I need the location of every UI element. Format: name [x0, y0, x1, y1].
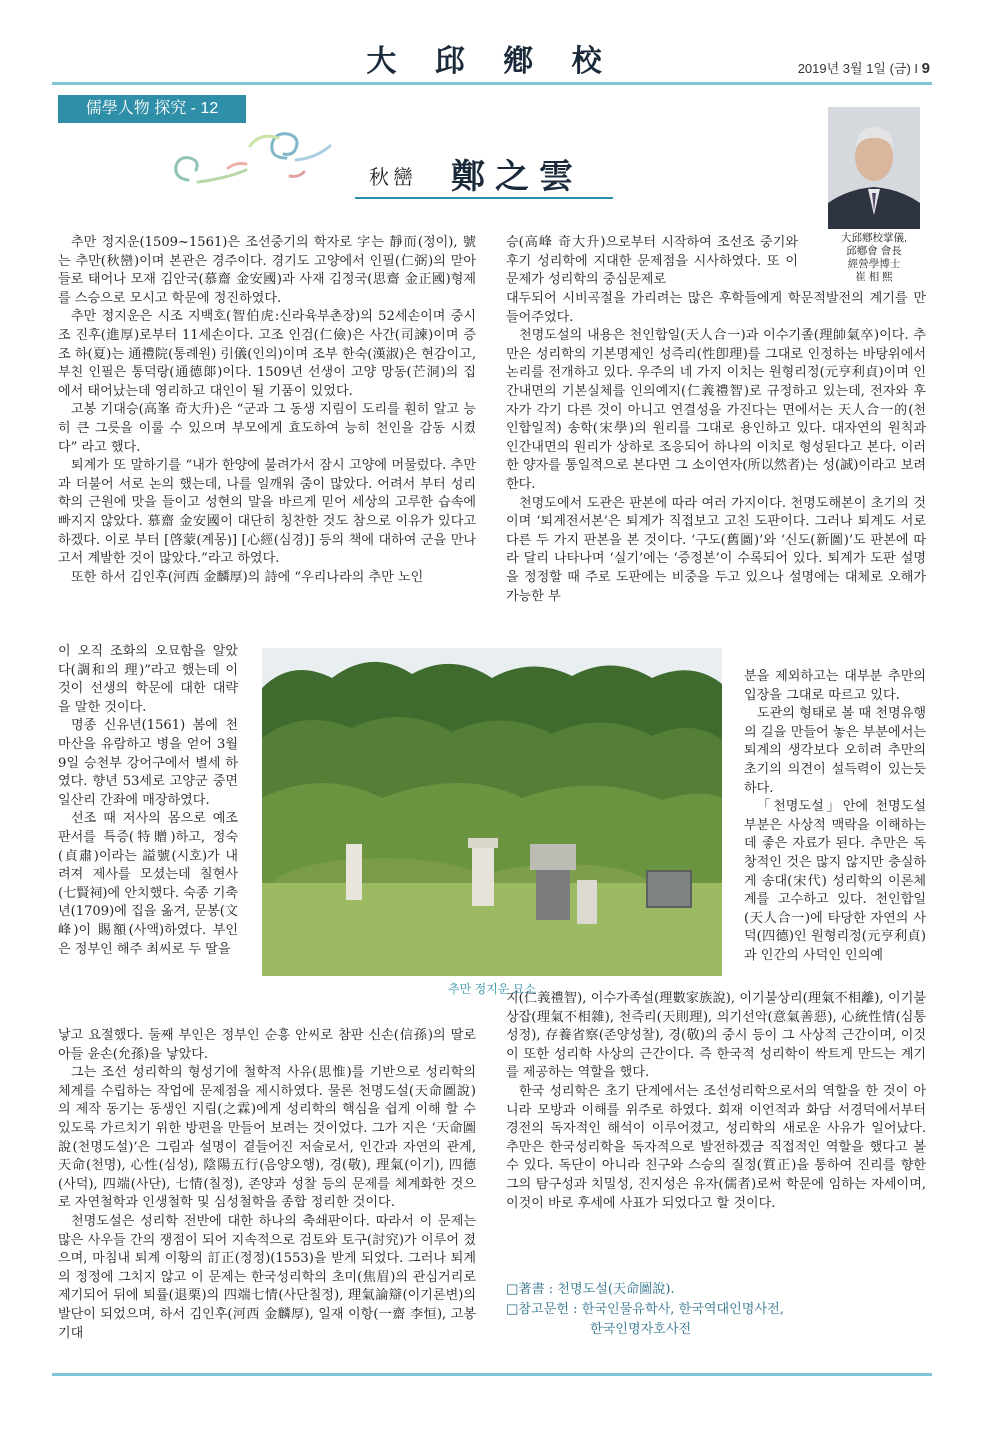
paragraph: 지(仁義禮智), 이수가족설(理數家族說), 이기불상리(理氣不相離), 이기불상잡(理氣不相雜), 천즉리(天則理), 의기선악(意氣善惡), 心統性情(심통성정), 存養省察(존양성찰), 경(敬)의 중시 등이 그 사상적 근간이며, 이것이 또한 성리학 사상의 근간이다. 즉 한국적 성리학이 싹트게 만드는 계기를 제공하는 역할을 했다. [506, 991, 926, 1081]
paragraph: 대두되어 시비곡절을 가리려는 많은 후학들에게 학문적발전의 계기를 만들어주었다. [506, 291, 926, 325]
paragraph: 고봉 기대승(高峯 奇大升)은 “군과 그 동생 지림이 도리를 훤히 알고 능히 큰 그릇을 이룰 수 있으며 부모에게 효도하여 능히 천인을 감동 시켰다” 라고 했다. [58, 402, 476, 455]
body-text-right-column [506, 290, 926, 606]
author-title-3: 經營學博士 [847, 258, 901, 270]
paragraph: 추만 정지운은 시조 지백호(智伯虎:신라육부촌장)의 52세손이며 중시조 진후(進厚)로부터 11세손이다. 고조 인검(仁儉)은 사간(司諫)이며 증조 하(夏)는 通禮院(통례원) 引儀(인의)이며 조부 한숙(漢淑)은 현감이고, 부친 인필은 통덕랑(通德郞)이다. 1509년 선생이 고양 망동(芒洞)의 집에서 태어났는데 영리하고 대인이 될 기품이 있었다. [58, 309, 476, 399]
paragraph: 또한 하서 김인후(河西 金麟厚)의 詩에 “우리나라의 추만 노인 [71, 569, 424, 585]
body-text-left-bottom [58, 1027, 476, 1343]
author-caption [822, 232, 926, 284]
paragraph: 명종 신유년(1561) 봄에 천마산을 유람하고 병을 얻어 3월 9일 승천부 강어구에서 별세 하였다. 향년 53세로 고양군 중면 일산리 간좌에 매장하였다. [58, 718, 238, 808]
author-title-2: 邱鄕會 會長 [846, 245, 902, 257]
paragraph: 「천명도설」안에 천명도설부분은 사상적 맥락을 이해하는데 좋은 자료가 된다. 추만은 독창적인 것은 많지 않지만 충실하게 송대(宋代) 성리학의 이론체계를 고수하고 있다. 천인합일(天人合一)에 타당한 자연의 사덕(四德)인 원형리정(元亨利貞)과 인간의 사덕인 인의예 [744, 799, 926, 963]
title-name: 鄭之雲 [451, 157, 583, 197]
paragraph: 이 오직 조화의 오묘함을 알았다(調和의 理)”라고 했는데 이것이 선생의 학문에 대한 대략을 말한 것이다. [58, 644, 238, 715]
dateline: 2019년 3월 1일 (금) I 9 [797, 60, 930, 77]
masthead: 大 邱 鄕 校 [366, 44, 616, 79]
references-sources-cont: 한국인명자호사전 [590, 1322, 692, 1337]
paragraph: 퇴계가 또 말하기를 “내가 한양에 불려가서 잠시 고양에 머물렀다. 추만과 더불어 서로 논의 했는데, 나를 일깨워 줌이 많았다. 어려서 부터 성리학의 근원에 맛을 들이고 성현의 말을 바르게 믿어 세상의 고루한 습속에 빠지지 않았다. 慕齋 金安國이 대단히 칭찬한 것도 참으로 이유가 있다고 하겠다. 이로 부터 [啓蒙(계몽)] [心經(심경)] 등의 책에 대하여 군을 만나고서 계발한 것이 많았다.”라고 하였다. [58, 458, 476, 567]
paragraph: 천명도설은 성리학 전반에 대한 하나의 축쇄판이다. 따라서 이 문제는 많은 사우들 간의 쟁점이 되어 지속적으로 검토와 토구(討究)가 이루어 졌으며, 마침내 퇴계 이황의 訂正(정정)(1553)을 받게 되었다. 그러나 퇴계의 정정에 그치지 않고 이 문제는 한국성리학의 초미(焦眉)의 관심거리로 제기되어 뒤에 퇴률(退栗)의 四端七情(사단칠정), 理氣論辯(이기론변)의 발단이 되었으며, 하서 김인후(河西 金麟厚), 일재 이항(一齋 李恒), 고봉 기대 [58, 1213, 476, 1341]
paragraph: 그는 조선 성리학의 형성기에 철학적 사유(思惟)를 기반으로 성리학의 체계를 수립하는 작업에 문제점을 제시하였다. 물론 천명도설(天命圖說)의 제작 동기는 동생인 지림(之霖)에게 성리학의 핵심을 쉽게 이해 할 수 있도록 가르치기 위한 방편을 만들어 보려는 것이었다. 그가 지은 ‘天命圖說(천명도설)’은 그림과 설명이 곁들어진 저술로서, 인간과 자연의 관계, 天命(천명), 心性(심성), 陰陽五行(음양오행), 경(敬), 理氣(이기), 四德(사덕), 四端(사단), 七情(칠정), 존양과 성찰 등의 문제를 체계화한 것으로 자연철학과 인생철학 및 심성철학을 종합 정리한 것이다. [58, 1065, 476, 1211]
title-pen-name: 秋巒 [369, 165, 417, 189]
references [506, 1280, 926, 1340]
cloud-ornament-icon [168, 118, 338, 198]
title-underline [355, 197, 613, 199]
author-portrait [828, 107, 920, 229]
paragraph: 낳고 요절했다. 둘째 부인은 정부인 순흥 안씨로 참판 신손(信孫)의 딸로 아들 윤손(允孫)을 낳았다. [58, 1028, 476, 1062]
paragraph: 승(高峰 奇大升)으로부터 시작하여 조선조 중기와 후기 성리학에 지대한 문제점을 시사하였다. 또 이 문제가 성리학의 중심문제로 [506, 235, 798, 288]
paragraph: 추만 정지운(1509~1561)은 조선중기의 학자로 字는 靜而(정이), 號는 추만(秋巒)이며 본관은 경주이다. 경기도 고양에서 인필(仁弼)의 맏아들로 태어나 모재 김안국(慕齋 金安國)과 사재 김정국(思齋 金正國)형제를 스승으로 모시고 학문에 정진하였다. [58, 235, 476, 306]
issue-date: 2019년 3월 1일 (금) [797, 61, 911, 76]
header-rule [52, 82, 932, 85]
article-title [355, 147, 613, 197]
paragraph: 도관의 형태로 볼 때 천명유행의 길을 만들어 놓은 부분에서는 퇴계의 생각보다 오히려 추만의 초기의 의견이 설득력이 있는듯하다. [744, 706, 926, 796]
footer-rule [52, 1373, 932, 1376]
body-text-right-bottom [506, 990, 926, 1213]
tomb-photo [262, 648, 722, 976]
references-sources: □참고문헌 : 한국인물유학사, 한국역대인명사전, [506, 1302, 784, 1317]
body-text-right-narrow [744, 668, 926, 966]
photo-caption: 추만 정지운 묘소 [448, 982, 536, 996]
paragraph: 천명도설의 내용은 천인합일(天人合一)과 이수기졸(理帥氣卒)이다. 추만은 성리학의 기본명제인 성즉리(性卽理)를 그대로 인정하는 바탕위에서 논리를 전개하고 있다. 우주의 네 가지 이치는 원형리정(元亨利貞)이며 인간내면의 기본실체를 인의예지(仁義禮智)로 규정하고 있는데, 전자와 후자가 각기 다른 것이 아니고 연결성을 가진다는 면에서는 天人合一的(천인합일적) 송학(宋學)의 원리를 그대로 용인하고 있다. 대자연의 원칙과 인간내면의 원리가 상하로 조응되어 하나의 이치로 형성된다고 본다. 이러한 양자를 통일적으로 본다면 그 소이연자(所以然者)는 성(誠)이라고 보려 한다. [506, 328, 926, 492]
body-text-right-top [506, 234, 798, 290]
paragraph: 한국 성리학은 초기 단계에서는 조선성리학으로서의 역할을 한 것이 아니라 모방과 이해를 위주로 하였다. 회재 이언적과 화담 서경덕에서부터 경전의 독자적인 해석이 이루어졌고, 성리학의 새로운 사유가 일어났다. 추만은 한국성리학을 독자적으로 발전하겠금 직접적인 역할을 했다고 볼 수 있다. 독단이 아니라 친구와 스승의 질정(質正)을 통하여 진리를 향한 그의 탐구성과 치밀성, 진지성은 유자(儒者)로써 학문에 임하는 자세이며, 이것이 바로 후세에 사표가 되었다고 할 것이다. [506, 1083, 926, 1211]
body-text-left-top [58, 234, 476, 587]
author-title-1: 大邱鄕校掌儀, [841, 232, 907, 244]
author-name: 崔 相 熙 [855, 271, 893, 283]
paragraph: 천명도에서 도관은 판본에 따라 여러 가지이다. 천명도해본이 초기의 것이며 ‘퇴계전서본’은 퇴계가 직접보고 고친 도판이다. 그러나 퇴계도 서로 다른 두 가지 판본을 본 것이다. ‘구도(舊圖)’와 ‘신도(新圖)’도 판본에 따라 달리 나타나며 ‘실기’에는 ‘증정본’이 수록되어 있다. 퇴계가 도판 설명을 정정할 때 주로 도판에는 비중을 두고 있으나 설명에는 대체로 오해가 가능한 부 [506, 495, 926, 604]
page-number: 9 [921, 60, 930, 77]
references-works: □著書 : 천명도설(天命圖說). [506, 1282, 675, 1297]
paragraph: 분을 제외하고는 대부분 추만의 입장을 그대로 따르고 있다. [744, 669, 926, 703]
body-text-left-narrow [58, 643, 238, 959]
paragraph: 선조 때 저사의 몸으로 예조판서를 특증(特贈)하고, 정숙(貞肅)이라는 謚號(시호)가 내려져 제사를 모셨는데 칠현사(七賢祠)에 안치했다. 숙종 기축년(1709)에 집을 옮겨, 문봉(文峰)이 賜額(사액)하였다. 부인은 정부인 해주 최씨로 두 딸을 [58, 811, 238, 957]
series-tag: 儒學人物 探究 - 12 [58, 95, 246, 123]
